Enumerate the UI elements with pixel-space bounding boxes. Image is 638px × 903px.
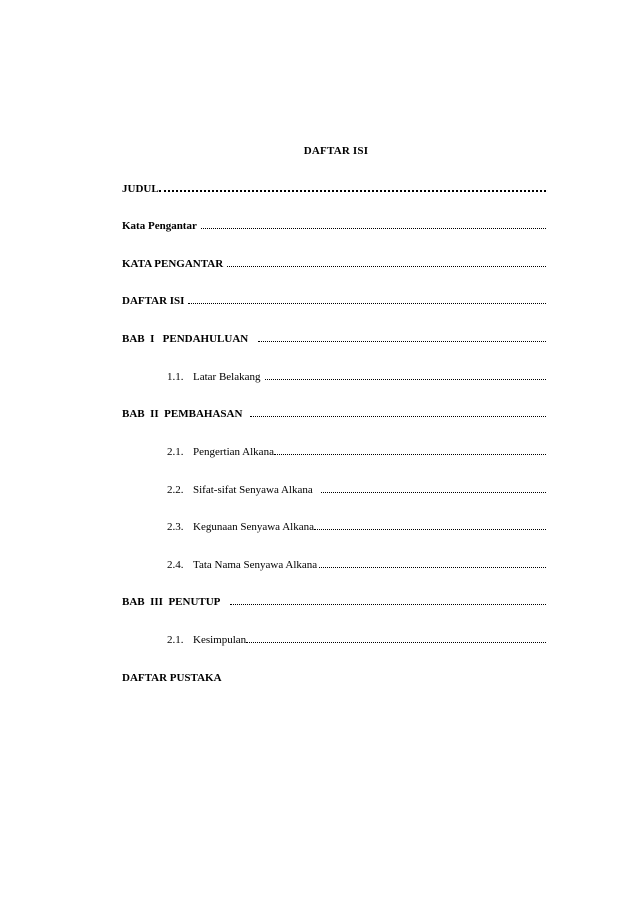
dot-leader [265,370,547,380]
toc-label [167,632,246,648]
dot-leader [159,182,546,192]
dot-leader [321,483,546,493]
toc-label: DAFTAR ISI [122,295,185,307]
toc-entry-2-1 [167,444,546,460]
toc-entry-daftar-pustaka [122,670,546,686]
toc-label: BAB III PENUTUP [122,596,221,608]
toc-label: BAB I PENDAHULUAN [122,333,249,345]
toc-entry-kata-pengantar-caps [122,256,546,272]
toc-entry-kata-pengantar [122,218,546,234]
dot-leader [314,520,546,530]
toc-number: 2.1. [167,446,184,458]
dot-leader [319,558,546,568]
toc-entry-2-2 [167,482,546,498]
toc-item-text: Tata Nama Senyawa Alkana [193,559,318,571]
dot-leader [201,219,546,229]
toc-label: DAFTAR PUSTAKA [122,672,222,684]
dot-leader [258,332,546,342]
dot-leader [188,294,546,304]
page-title: DAFTAR ISI [303,145,369,157]
toc-label [167,444,274,460]
toc-item-text: Latar Belakang [193,371,261,383]
toc-label: Kata Pengantar [122,220,197,232]
toc-label [167,482,313,498]
toc-label [167,369,261,385]
dot-leader [230,595,546,605]
toc-entry-2-4 [167,557,546,573]
toc-item-text: Sifat-sifat Senyawa Alkana [193,484,313,496]
dot-leader [227,257,546,267]
toc-entry-judul [122,181,546,197]
toc-item-text: Kesimpulan [193,634,247,646]
toc-entry-bab-3 [122,594,546,610]
dot-leader [250,407,546,417]
toc-number: 2.4. [167,559,184,571]
toc-number: 2.1. [167,634,184,646]
toc-label [167,519,314,535]
toc-label [167,557,317,573]
toc-entry-1-1 [167,369,546,385]
dot-leader [274,445,546,455]
toc-entry-bab-1 [122,331,546,347]
toc-label: JUDUL [122,183,159,195]
toc-entry-bab-2 [122,406,546,422]
toc-item-text: Pengertian Alkana [193,446,274,458]
toc-number: 2.2. [167,484,184,496]
dot-leader [246,633,546,643]
toc-entry-2-3 [167,519,546,535]
toc-number: 1.1. [167,371,184,383]
toc-entry-kesimpulan [167,632,546,648]
toc-label: KATA PENGANTAR [122,258,224,270]
toc-label: BAB II PEMBAHASAN [122,408,243,420]
toc-item-text: Kegunaan Senyawa Alkana [193,521,314,533]
toc-number: 2.3. [167,521,184,533]
toc-entry-daftar-isi [122,293,546,309]
